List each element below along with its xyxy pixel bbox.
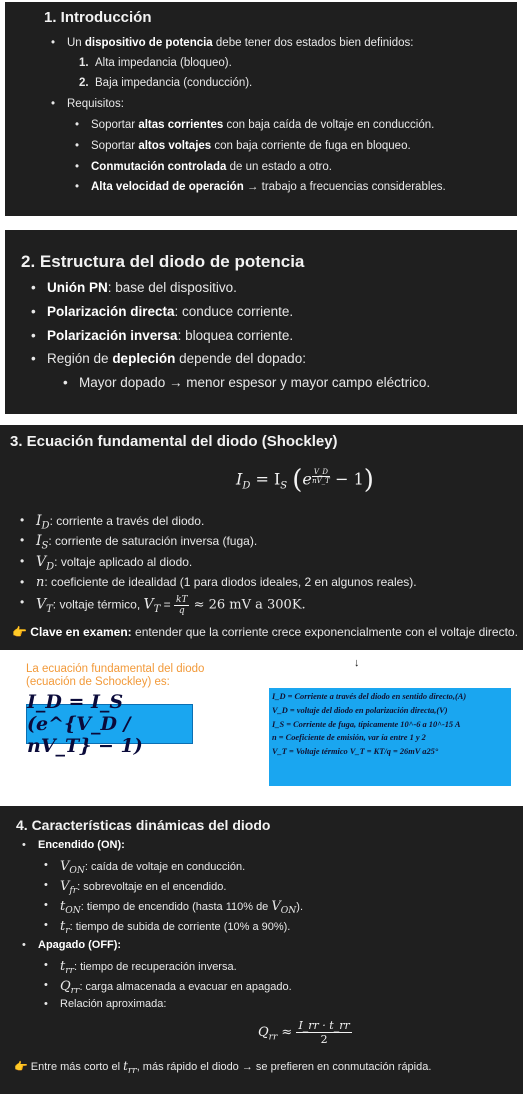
vfr-item: • $V_{fr}$: sobrevoltaje en el encendido. [60,879,226,896]
section-dinamicas [0,806,523,1094]
definition-line: V_D = voltaje del diodo en polarización directa,(V) [272,705,448,715]
ton-item: • $t_{ON}$: tiempo de encendido (hasta 110% de $V_{ON}$). [60,899,303,916]
requisito-1: • Soportar altas corrientes con baja caída de voltaje en conducción. [91,119,434,131]
tr-item: • $t_r$: tiempo de subida de corriente (10% a 90%). [60,919,290,936]
def-is: • $I_S$: corriente de saturación inversa (fuga). [36,533,257,551]
qrr-item: • $Q_{rr}$: carga almacenada a evacuar en apagado. [60,979,292,996]
state-item-1: 1. Alta impedancia (bloqueo). [79,57,232,69]
def-n: • n: coeficiente de idealidad (1 para diodos ideales, 2 en algunos reales). [36,575,417,590]
definition-line: I_D = Corriente a través del diodo en sentido directo,(A) [272,692,467,701]
def-vd: • $V_D$: voltaje aplicado al diodo. [36,554,192,572]
definitions-box [269,688,511,786]
pointing-hand-icon: 👉 [14,1061,28,1073]
requisito-3: • Conmutación controlada de un estado a otro. [91,161,332,173]
section-4-title: 4. Características dinámicas del diodo [16,817,271,833]
conmutacion-note: 👉 Entre más corto el $t_{rr}$, más rápido el diodo → se prefieren en conmutación rápida. [14,1059,432,1077]
orange-caption: La ecuación fundamental del diodo (ecuación de Schockley) es: [26,663,205,688]
exam-note: 👉 Clave en examen: entender que la corriente crece exponencialmente con el voltaje directo. [12,625,518,639]
requisito-2: • Soportar altos voltajes con baja corriente de fuga en bloqueo. [91,140,411,152]
relacion-item: • Relación aproximada: [60,998,166,1010]
estructura-item-4: • Región de depleción depende del dopado: [47,351,306,366]
estructura-item-1: • Unión PN: base del dispositivo. [47,280,237,295]
estructura-item-2: • Polarización directa: conduce corriente. [47,304,293,319]
definition-line: V_T = Voltaje térmico V_T = KT/q = 26mV a25° [272,747,439,757]
shockley-equation: $I_D = I_S$ (e $^{\frac{V\_D}{nV\_T}}$ − 1) [236,465,374,495]
estructura-item-3: • Polarización inversa: bloquea corriente. [47,328,293,343]
requisitos-item: • Requisitos: [67,98,124,110]
qrr-equation: $Q_{rr}$ ≈ $\frac{I\_rr \cdot t\_rr}{2}$ [258,1019,350,1046]
state-item-2: 2. Baja impedancia (conducción). [79,77,253,89]
intro-item: • Un dispositivo de potencia debe tener dos estados bien definidos: [67,37,413,49]
down-arrow-icon: ↓ [354,657,360,669]
section-2-title: 2. Estructura del diodo de potencia [21,252,305,271]
definition-line: n = Coeficiente de emisión, var ía entre 1 y 2 [272,733,426,743]
def-vt: • $V_T$: voltaje térmico, $V_T$ = $\frac{kT}{q}$ ≈ 26 mV a 300K. [36,595,306,616]
section-estructura [5,230,517,414]
definition-line: I_S = Corriente de fuga, típicamente 10^-6 a 10^-15 A [272,719,461,729]
section-1-title: 1. Introducción [44,9,152,26]
encendido-item: • Encendido (ON): [38,839,125,851]
section-3-title: 3. Ecuación fundamental del diodo (Shockley) [10,433,338,450]
trr-item: • $t_{rr}$: tiempo de recuperación inversa. [60,959,237,976]
apagado-item: • Apagado (OFF): [38,939,121,951]
section-ecuacion [0,425,523,650]
pointing-hand-icon: 👉 [12,625,27,639]
def-id: • $I_D$: corriente a través del diodo. [36,513,204,531]
equation-box: I_D = I_S (e^{V_D / nV_T} − 1) [26,704,193,744]
estructura-subitem: • Mayor dopado → menor espesor y mayor campo eléctrico. [79,375,430,390]
von-item: • $V_{ON}$: caída de voltaje en conducción. [60,859,245,876]
section-introduccion [5,2,517,216]
requisito-4: • Alta velocidad de operación → trabajo a frecuencias considerables. [91,181,446,193]
